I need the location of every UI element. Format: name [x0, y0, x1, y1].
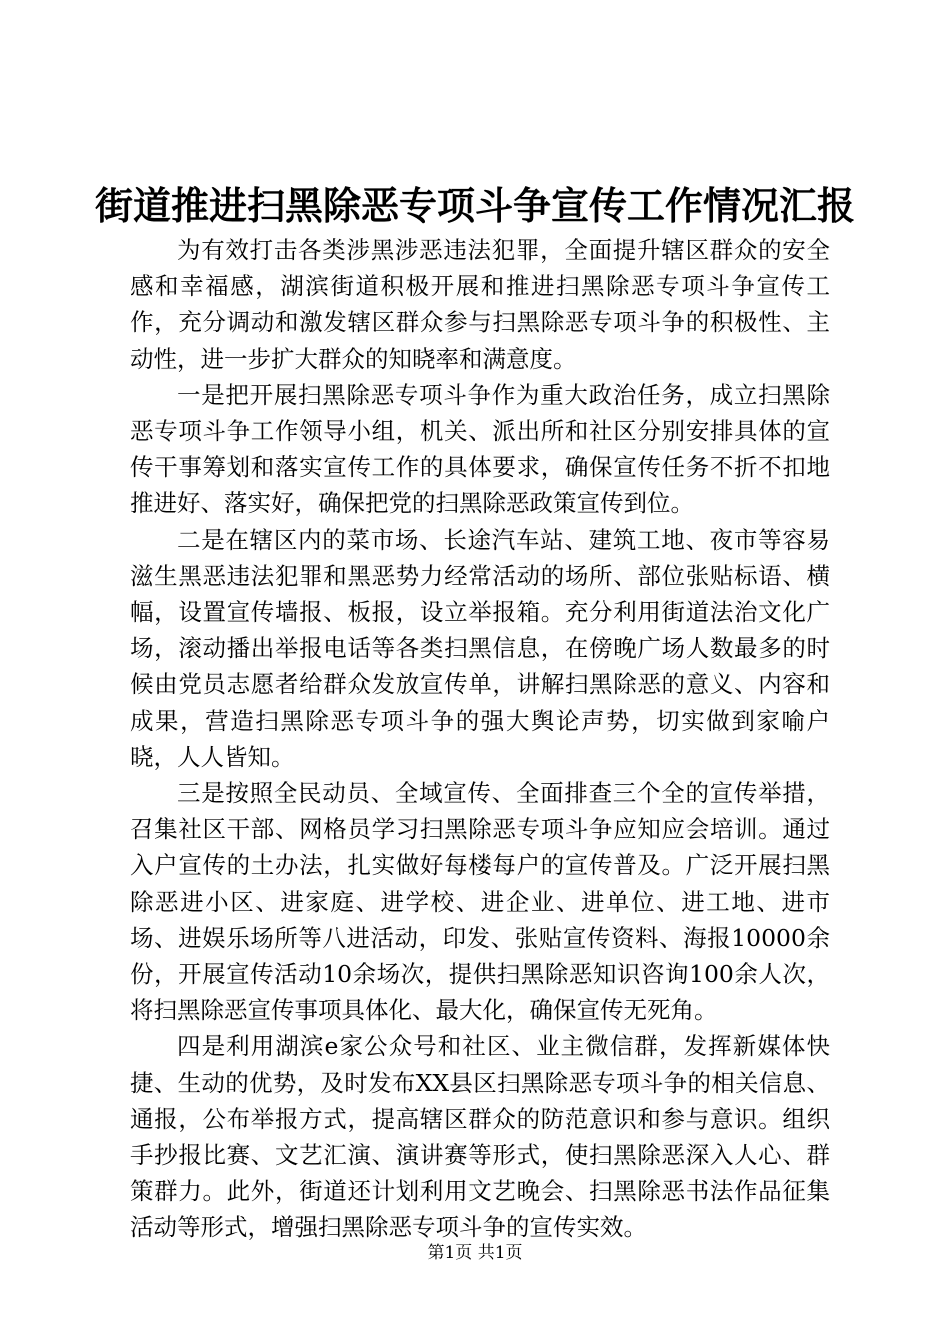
paragraph-point-three: 三是按照全民动员、全域宣传、全面排查三个全的宣传举措，召集社区干部、网格员学习扫黑除恶专项斗争应知应会培训。通过入户宣传的土办法，扎实做好每楼每户的宣传普及。广泛开展扫黑除恶进小区、进家庭、进学校、进企业、进单位、进工地、进市场、进娱乐场所等八进活动，印发、张贴宣传资料、海报10000余份，开展宣传活动10余场次，提供扫黑除恶知识咨询100余人次，将扫黑除恶宣传事项具体化、最大化，确保宣传无死角。 [130, 779, 830, 1025]
document-body [130, 232, 830, 1246]
document-title: 街道推进扫黑除恶专项斗争宣传工作情况汇报 [94, 183, 855, 228]
paragraph-intro: 为有效打击各类涉黑涉恶违法犯罪，全面提升辖区群众的安全感和幸福感，湖滨街道积极开展和推进扫黑除恶专项斗争宣传工作，充分调动和激发辖区群众参与扫黑除恶专项斗争的积极性、主动性，进一步扩大群众的知晓率和满意度。 [130, 236, 830, 373]
paragraph-point-one: 一是把开展扫黑除恶专项斗争作为重大政治任务，成立扫黑除恶专项斗争工作领导小组，机关、派出所和社区分别安排具体的宣传干事筹划和落实宣传工作的具体要求，确保宣传任务不折不扣地推进好、落实好，确保把党的扫黑除恶政策宣传到位。 [130, 380, 830, 518]
page-number-footer: 第1页 共1页 [427, 1243, 523, 1263]
paragraph-point-four: 四是利用湖滨e家公众号和社区、业主微信群，发挥新媒体快捷、生动的优势，及时发布XX县区扫黑除恶专项斗争的相关信息、通报，公布举报方式，提高辖区群众的防范意识和参与意识。组织手抄报比赛、文艺汇演、演讲赛等形式，使扫黑除恶深入人心、群策群力。此外，街道还计划利用文艺晚会、扫黑除恶书法作品征集活动等形式，增强扫黑除恶专项斗争的宣传实效。 [130, 1032, 830, 1242]
paragraph-point-two: 二是在辖区内的菜市场、长途汽车站、建筑工地、夜市等容易滋生黑恶违法犯罪和黑恶势力经常活动的场所、部位张贴标语、横幅，设置宣传墙报、板报，设立举报箱。充分利用街道法治文化广场，滚动播出举报电话等各类扫黑信息，在傍晚广场人数最多的时候由党员志愿者给群众发放宣传单，讲解扫黑除恶的意义、内容和成果，营造扫黑除恶专项斗争的强大舆论声势，切实做到家喻户晓，人人皆知。 [130, 525, 830, 771]
